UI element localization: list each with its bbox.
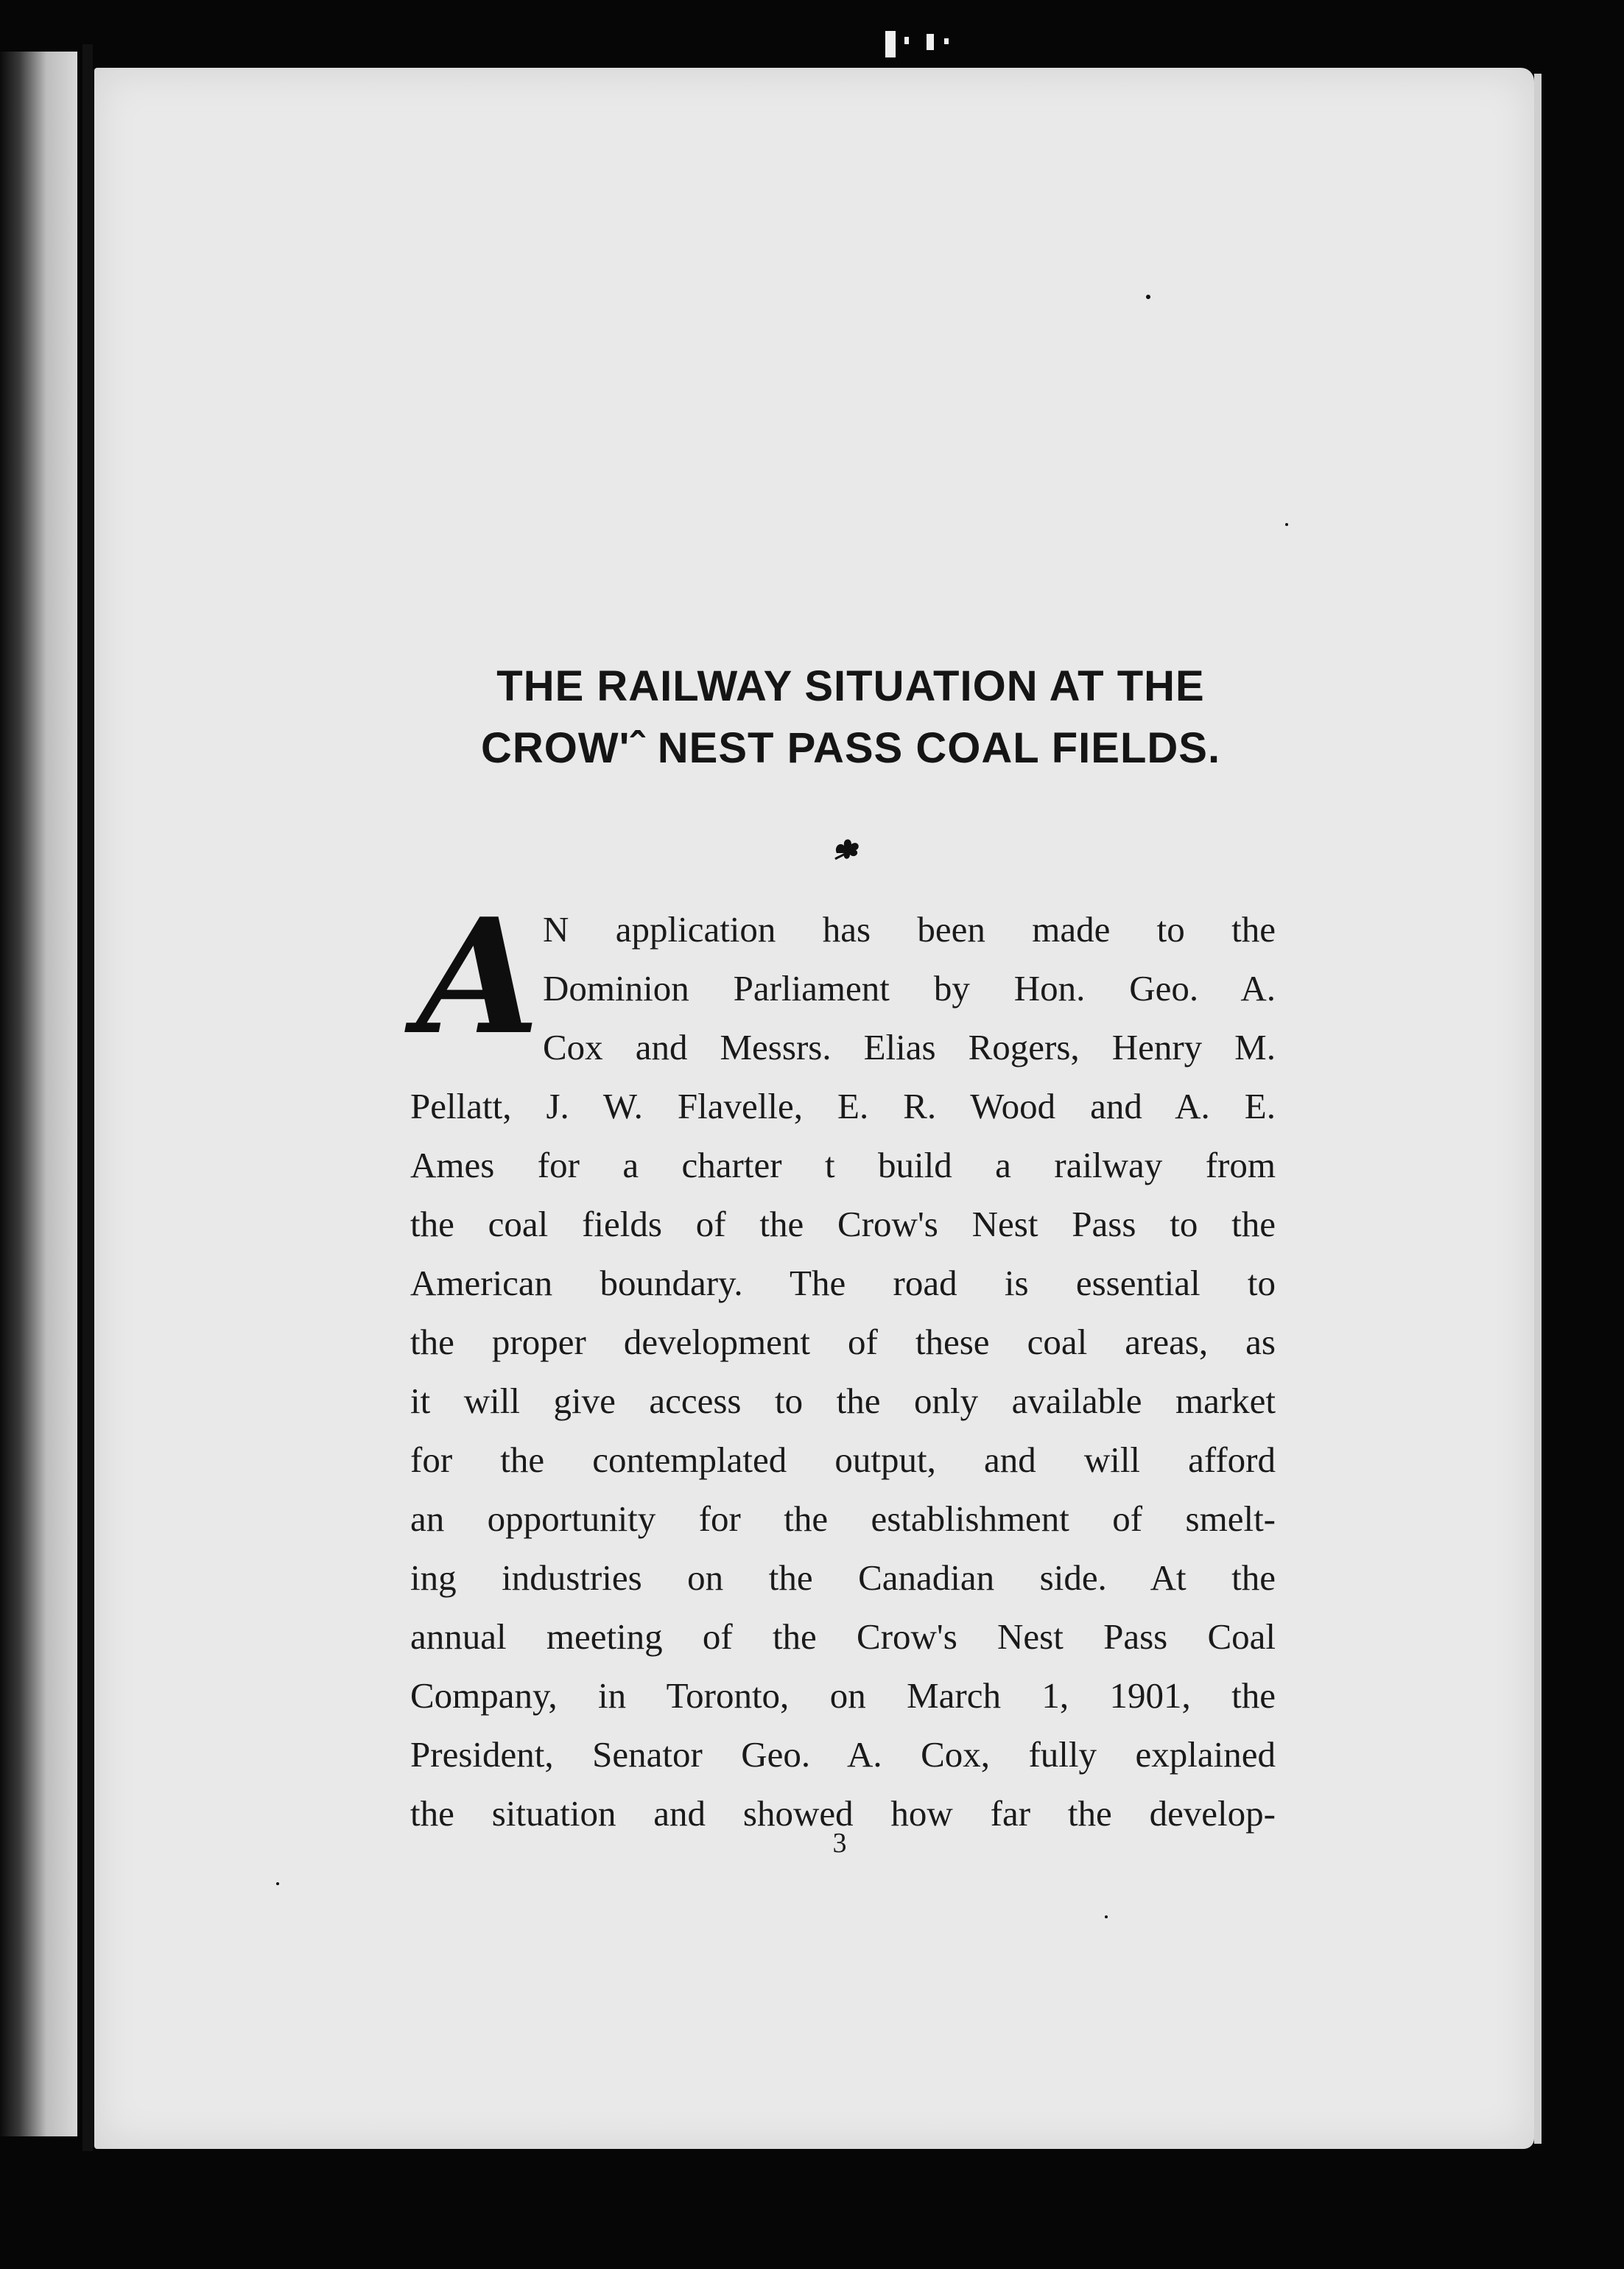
text-line: N application has been made to the: [543, 909, 1276, 950]
text-line: the proper development of these coal areas, as: [410, 1322, 1276, 1362]
page-right-edge: [1534, 74, 1542, 2144]
text-line: Pellatt, J. W. Flavelle, E. R. Wood and A. E.: [410, 1086, 1276, 1126]
fleuron-icon: [831, 831, 863, 863]
text-line: an opportunity for the establishment of smelt-: [410, 1498, 1276, 1539]
title-line-2: CROW'ˆ NEST PASS COAL FIELDS.: [480, 724, 1221, 772]
text-line: the situation and showed how far the develop-: [410, 1793, 1276, 1834]
text-line: Cox and Messrs. Elias Rogers, Henry M.: [543, 1027, 1276, 1067]
text-line: annual meeting of the Crow's Nest Pass Coal: [410, 1616, 1276, 1657]
text-line: Dominion Parliament by Hon. Geo. A.: [543, 968, 1276, 1009]
dust-speck: [276, 1882, 279, 1885]
text-line: ing industries on the Canadian side. At the: [410, 1557, 1276, 1598]
top-scan-marks: [882, 31, 971, 60]
text-line: Company, in Toronto, on March 1, 1901, the: [410, 1675, 1276, 1716]
text-line: for the contemplated output, and will afford: [410, 1439, 1276, 1480]
text-line: the coal fields of the Crow's Nest Pass to the: [410, 1204, 1276, 1244]
drop-cap: A: [417, 883, 540, 1070]
text-line: American boundary. The road is essential to: [410, 1263, 1276, 1303]
text-line: it will give access to the only available market: [410, 1381, 1276, 1421]
dust-speck: [1105, 1915, 1108, 1918]
page-number: 3: [832, 1828, 847, 1859]
page-title: [412, 656, 1289, 779]
facing-page-edge: [0, 52, 77, 2136]
binding-gutter: [82, 44, 93, 2151]
text-line: Ames for a charter t build a railway from: [410, 1145, 1276, 1185]
title-line-1: THE RAILWAY SITUATION AT THE: [496, 662, 1205, 710]
dust-speck: [1146, 295, 1150, 299]
text-line: President, Senator Geo. A. Cox, fully explained: [410, 1734, 1276, 1775]
dust-speck: [1285, 523, 1288, 526]
